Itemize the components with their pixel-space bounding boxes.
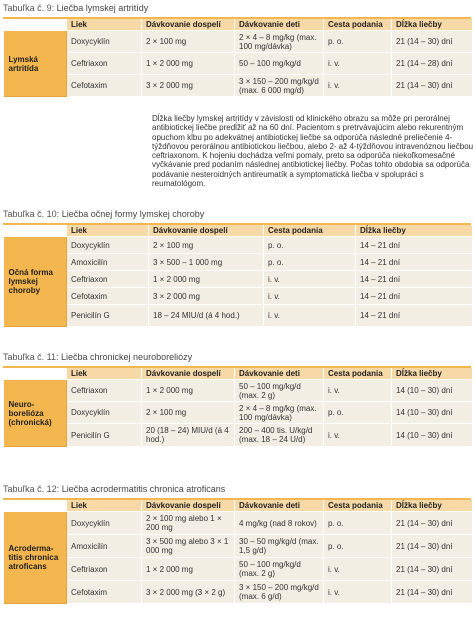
table-cell: 200 – 400 tis. U/kg/d (max. 18 – 24 U/d) <box>235 424 324 447</box>
table-cell: 14 – 21 dní <box>356 271 472 288</box>
column-header: Dávkovanie dospelí <box>142 500 235 512</box>
table-cell: Ceftriaxon <box>67 380 142 402</box>
table11-caption-title: Liečba chronickej neuroboreliózy <box>61 352 193 362</box>
column-header: Dávkovanie dospelí <box>142 19 235 31</box>
table12-corner <box>4 500 67 512</box>
table-row <box>4 31 472 53</box>
table-cell: 30 – 50 mg/kg/d (max. 1,5 g/d) <box>235 535 324 558</box>
column-header: Dávkovanie dospelí <box>149 225 264 237</box>
table-row <box>4 535 472 558</box>
table-cell: 21 (14 – 30) dní <box>392 581 472 604</box>
table-row <box>4 271 472 288</box>
table-cell: Amoxicilín <box>67 535 142 558</box>
column-header: Cesta podania <box>324 368 392 380</box>
table12-caption-label: Tabuľka č. 12: <box>3 484 60 494</box>
table-cell: 2 × 4 – 8 mg/kg (max. 100 mg/dávka) <box>235 402 324 424</box>
table-cell: Doxycyklín <box>67 402 142 424</box>
table-cell: 14 – 21 dní <box>356 237 472 254</box>
table-cell: 21 (14 – 30) dní <box>392 535 472 558</box>
table-cell: Doxycyklín <box>67 31 142 53</box>
table-cell: Ceftriaxon <box>67 558 142 581</box>
table9-corner <box>4 19 67 31</box>
table-cell: Cefotaxim <box>67 75 142 97</box>
table9 <box>3 19 472 97</box>
column-header: Cesta podania <box>264 225 356 237</box>
table-row <box>4 75 472 97</box>
table-cell: 21 (14 – 28) dní <box>392 53 472 75</box>
table-cell: p. o. <box>324 402 392 424</box>
table-cell: 50 – 100 mg/kg/d (max. 2 g) <box>235 558 324 581</box>
table11-caption <box>3 352 192 362</box>
table-cell: i. v. <box>324 558 392 581</box>
column-header: Liek <box>67 225 149 237</box>
table-cell: 3 × 2 000 mg (3 × 2 g) <box>142 581 235 604</box>
table-row <box>4 558 472 581</box>
column-header: Dĺžka liečby <box>356 225 472 237</box>
column-header: Dĺžka liečby <box>392 19 472 31</box>
column-header: Liek <box>67 368 142 380</box>
table-cell: 21 (14 – 30) dní <box>392 75 472 97</box>
column-header: Cesta podania <box>324 19 392 31</box>
column-header: Dávkovanie deti <box>235 19 324 31</box>
table-cell: 3 × 500 – 1 000 mg <box>149 254 264 271</box>
table9-caption-label: Tabuľka č. 9: <box>3 3 55 13</box>
table-row <box>4 288 472 305</box>
table-cell: 1 × 2 000 mg <box>142 380 235 402</box>
table-cell: 21 (14 – 30) dní <box>392 31 472 53</box>
table9-caption-title: Liečba lymskej artritídy <box>56 3 149 13</box>
table-cell: Doxycyklín <box>67 512 142 535</box>
table-cell: 3 × 150 – 200 mg/kg/d (max. 6 000 mg/d) <box>235 75 324 97</box>
table-cell: Cefotaxim <box>67 581 142 604</box>
table-cell: 18 – 24 MIU/d (á 4 hod.) <box>149 305 264 327</box>
column-header: Dávkovanie deti <box>235 368 324 380</box>
column-header: Cesta podania <box>324 500 392 512</box>
table-cell: p. o. <box>324 512 392 535</box>
table-row <box>4 237 472 254</box>
table-cell: Ceftriaxon <box>67 271 149 288</box>
table-cell: p. o. <box>324 31 392 53</box>
table-cell: i. v. <box>324 380 392 402</box>
table12-caption <box>3 484 225 494</box>
table-cell: 1 × 2 000 mg <box>149 271 264 288</box>
table-row <box>4 402 472 424</box>
table-cell: 1 × 2 000 mg <box>142 53 235 75</box>
table-cell: 50 – 100 mg/kg/d <box>235 53 324 75</box>
table-cell: 20 (18 – 24) MIU/d (á 4 hod.) <box>142 424 235 447</box>
table-cell: 3 × 500 mg alebo 3 × 1 000 mg <box>142 535 235 558</box>
table-cell: 2 × 100 mg <box>149 237 264 254</box>
table-cell: Cefotaxim <box>67 288 149 305</box>
table-cell: Penicilín G <box>67 305 149 327</box>
table9-row-label: Lymská artritída <box>4 31 67 97</box>
table11-corner <box>4 368 67 380</box>
table-cell: 2 × 100 mg <box>142 402 235 424</box>
table-row <box>4 53 472 75</box>
table12-header-row <box>4 500 472 512</box>
table11-row-label: Neuro-boreliózа (chronická) <box>4 380 67 447</box>
table-cell: p. o. <box>324 535 392 558</box>
table12-caption-title: Liečba acrodermatitis chronica atroficans <box>61 484 226 494</box>
table-cell: i. v. <box>324 75 392 97</box>
table-cell: 14 – 21 dní <box>356 254 472 271</box>
table-cell: 1 × 2 000 mg <box>142 558 235 581</box>
table9-caption <box>3 3 148 13</box>
table11-caption-label: Tabuľka č. 11: <box>3 352 59 362</box>
column-header: Liek <box>67 19 142 31</box>
column-header: Dávkovanie deti <box>235 500 324 512</box>
table-cell: i. v. <box>264 271 356 288</box>
table10-row-label: Očná forma lymskej choroby <box>4 237 67 327</box>
table11 <box>3 368 472 447</box>
table12 <box>3 500 472 604</box>
table-cell: 2 × 100 mg alebo 1 × 200 mg <box>142 512 235 535</box>
table-cell: 2 × 4 – 8 mg/kg (max. 100 mg/dávka) <box>235 31 324 53</box>
table-cell: i. v. <box>324 581 392 604</box>
table-row <box>4 305 472 327</box>
table-cell: 14 (10 – 30) dní <box>392 380 472 402</box>
table-cell: 3 × 2 000 mg <box>142 75 235 97</box>
table-cell: Penicilín G <box>67 424 142 447</box>
column-header: Liek <box>67 500 142 512</box>
table-cell: Ceftriaxon <box>67 53 142 75</box>
table-row <box>4 380 472 402</box>
table-cell: i. v. <box>264 305 356 327</box>
table11-header-row <box>4 368 472 380</box>
table-cell: i. v. <box>324 424 392 447</box>
table-cell: 21 (14 – 30) dní <box>392 512 472 535</box>
table-cell: 14 (10 – 30) dní <box>392 424 472 447</box>
table-cell: 21 (14 – 30) dní <box>392 558 472 581</box>
table10-caption <box>3 209 204 219</box>
table-cell: 14 – 21 dní <box>356 305 472 327</box>
table-cell: p. o. <box>264 254 356 271</box>
table-cell: 50 – 100 mg/kg/d (max. 2 g) <box>235 380 324 402</box>
table9-header-row <box>4 19 472 31</box>
table-row <box>4 254 472 271</box>
table-cell: i. v. <box>264 288 356 305</box>
table-row <box>4 512 472 535</box>
table-cell: p. o. <box>264 237 356 254</box>
table-cell: i. v. <box>324 53 392 75</box>
table-cell: 4 mg/kg (nad 8 rokov) <box>235 512 324 535</box>
table-row <box>4 424 472 447</box>
table-cell: 2 × 100 mg <box>142 31 235 53</box>
column-header: Dĺžka liečby <box>392 368 472 380</box>
table10 <box>3 225 472 327</box>
table-cell: 3 × 2 000 mg <box>149 288 264 305</box>
table10-caption-title: Liečba očnej formy lymskej choroby <box>61 209 205 219</box>
table10-header-row <box>4 225 472 237</box>
table-cell: 14 – 21 dní <box>356 288 472 305</box>
table10-corner <box>4 225 67 237</box>
table-cell: Doxycyklín <box>67 237 149 254</box>
table10-caption-label: Tabuľka č. 10: <box>3 209 60 219</box>
table-cell: Amoxicilín <box>67 254 149 271</box>
table-row <box>4 581 472 604</box>
body-paragraph: Dĺžka liečby lymskej artritídy v závislosti od klinického obrazu sa môže pri perorálnej antibiotickej liečbe predĺžiť až na 60 dní. Pacientom s pretrvávajúcim alebo rekurentným opuchom kĺbu po adekvátnej antibiotickej liečbe sa odporúča následné preliečenie 4-týždňovou perorálnou antibiotickou liečbou, alebo 2- až 4-týždňovou intravenóznou liečbou ceftriaxonom. K hojeniu dochádza veľmi pomaly, preto sa odporúča niekoľkomesačné vyčkávanie pred podaním následnej antibiotickej liečby. Počas tohto obdobia sa odporúča podávanie nesteroidných antireumatík a symptomatická liečba v spolupráci s reumatológom. <box>152 114 474 189</box>
column-header: Dávkovanie dospelí <box>142 368 235 380</box>
table-cell: 3 × 150 – 200 mg/kg/d (max. 6 g/d) <box>235 581 324 604</box>
column-header: Dĺžka liečby <box>392 500 472 512</box>
table12-row-label: Acroderma-titis chronica atroficans <box>4 512 67 604</box>
table-cell: 14 (10 – 30) dní <box>392 402 472 424</box>
